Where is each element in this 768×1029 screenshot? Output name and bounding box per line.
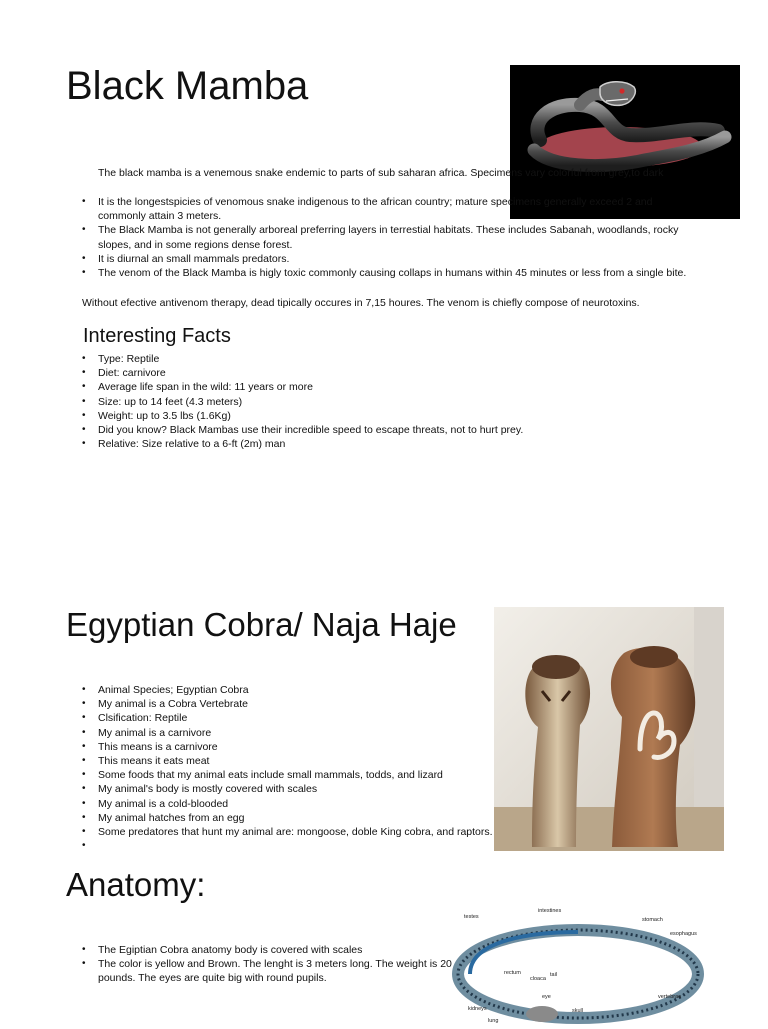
label-kidneys: kidneys: [468, 1006, 487, 1012]
label-stomach: stomach: [642, 917, 663, 923]
anatomy-title: Anatomy:: [66, 866, 206, 903]
label-esophagus: esophagus: [670, 931, 697, 937]
list-item: • Size: up to 14 feet (4.3 meters): [82, 395, 722, 409]
label-intestines: intestines: [538, 908, 562, 914]
list-item: • The venom of the Black Mamba is higly toxic commonly causing collaps in humans within 45 minutes or less from a single bite.: [82, 266, 700, 280]
list-item: • Type: Reptile: [82, 352, 722, 366]
list-item: • This means it eats meat: [82, 754, 522, 768]
list-item: • Weight: up to 3.5 lbs (1.6Kg): [82, 409, 722, 423]
list-item: • Relative: Size relative to a 6-ft (2m) man: [82, 437, 722, 451]
list-item: • It is diurnal an small mammals predators.: [82, 252, 700, 266]
list-item: [82, 839, 522, 853]
list-item: • My animal is a Cobra Vertebrate: [82, 697, 522, 711]
facts-list: [82, 352, 722, 451]
list-item: • Animal Species; Egyptian Cobra: [82, 683, 522, 697]
black-mamba-title: Black Mamba: [66, 64, 309, 108]
list-item: • The Egiptian Cobra anatomy body is covered with scales: [82, 943, 454, 957]
list-item: • My animal is a carnivore: [82, 726, 522, 740]
list-item: • Diet: carnivore: [82, 366, 722, 380]
black-mamba-list: [82, 195, 700, 280]
cobra-list: [82, 683, 522, 853]
black-mamba-intro: The black mamba is a venemous snake endemic to parts of sub saharan africa. Specimens vary colorful from grey,to dark: [98, 167, 664, 179]
label-eye: eye: [542, 994, 551, 1000]
black-mamba-closing: Without efective antivenom therapy, dead tipically occures in 7,15 houres. The venom is chiefly compose of neurotoxins.: [82, 297, 640, 309]
label-cloaca: cloaca: [530, 976, 546, 982]
label-tail: tail: [550, 972, 558, 978]
list-item: • The color is yellow and Brown. The lenght is 3 meters long. The weight is 20 pounds. The eyes are quite big with round pupils.: [82, 957, 454, 985]
cobra-image: [494, 607, 724, 851]
list-item: • The Black Mamba is not generally arboreal preferring layers in terrestial habitats. These includes Sabanah, woodlands, rocky slopes, and in some regions dense forest.: [82, 223, 700, 251]
list-item: • Clsification: Reptile: [82, 711, 522, 725]
label-lung: lung: [488, 1018, 499, 1024]
list-item: • Some foods that my animal eats include small mammals, todds, and lizard: [82, 768, 522, 782]
list-item: • My animal's body is mostly covered with scales: [82, 782, 522, 796]
list-item: • Average life span in the wild: 11 years or more: [82, 380, 722, 394]
list-item: • This means is a carnivore: [82, 740, 522, 754]
label-vertebrae: vertebrae: [658, 994, 682, 1000]
list-item: • It is the longestspicies of venomous snake indigenous to the african country; mature specimens generally exceed 2 and commonly attain 3 meters.: [82, 195, 700, 223]
list-item: • My animal is a cold-blooded: [82, 797, 522, 811]
label-testes: testes: [464, 914, 479, 920]
cobra-title: Egyptian Cobra/ Naja Haje: [66, 606, 457, 643]
anatomy-list: [82, 943, 454, 986]
anatomy-diagram: [446, 902, 706, 1024]
facts-heading: Interesting Facts: [83, 325, 231, 347]
list-item: • Some predatores that hunt my animal are: mongoose, doble King cobra, and raptors.: [82, 825, 522, 839]
list-item: • My animal hatches from an egg: [82, 811, 522, 825]
label-skull: skull: [572, 1008, 584, 1014]
list-item: • Did you know? Black Mambas use their incredible speed to escape threats, not to hurt prey.: [82, 423, 722, 437]
label-rectum: rectum: [504, 970, 521, 976]
